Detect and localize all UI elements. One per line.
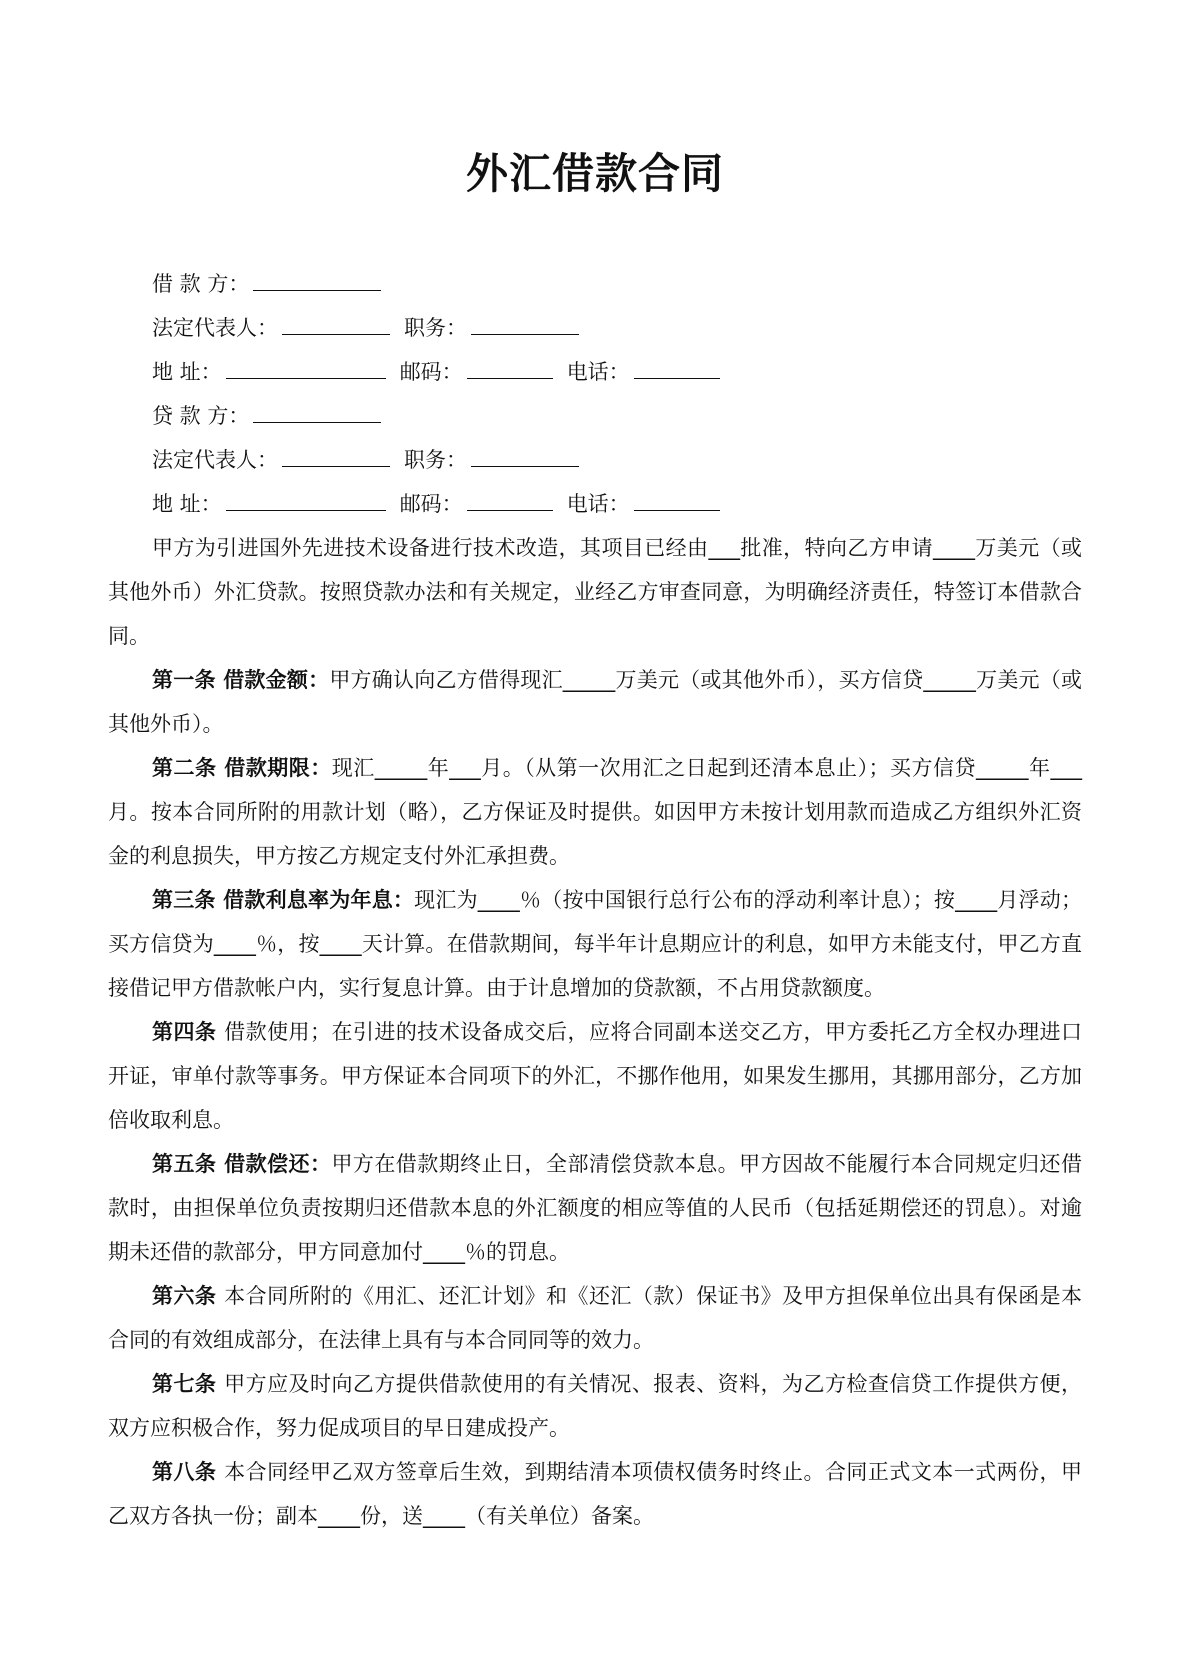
article-5 bbox=[108, 1142, 1082, 1274]
lender-address-line bbox=[108, 482, 1082, 526]
article-8-head: 第八条 bbox=[152, 1460, 225, 1484]
borrower-address-blank[interactable] bbox=[226, 356, 386, 379]
borrower-postcode-label: 邮码： bbox=[399, 360, 463, 384]
borrower-blank[interactable] bbox=[253, 268, 381, 291]
article-3-body: 现汇为____％（按中国银行总行公布的浮动利率计息）；按____月浮动；买方信贷为____％，按____天计算。在借款期间，每半年计息期应计的利息，如甲方未能支付，甲乙方直接借记甲方借款帐户内，实行复息计算。由于计息增加的贷款额，不占用贷款额度。 bbox=[108, 888, 1082, 1000]
lender-postcode-blank[interactable] bbox=[467, 488, 553, 511]
lender-label: 贷 款 方： bbox=[152, 404, 250, 428]
lender-rep-label: 法定代表人： bbox=[152, 448, 278, 472]
lender-line bbox=[108, 394, 1082, 438]
borrower-position-label: 职务： bbox=[404, 316, 467, 340]
article-5-body: 甲方在借款期终止日，全部清偿贷款本息。甲方因故不能履行本合同规定归还借款时，由担保单位负责按期归还借款本息的外汇额度的相应等值的人民币（包括延期偿还的罚息）。对逾期未还借的款部分，甲方同意加付____％的罚息。 bbox=[108, 1152, 1083, 1264]
lender-address-label: 地 址： bbox=[152, 492, 222, 516]
article-4 bbox=[108, 1010, 1082, 1142]
article-3 bbox=[108, 878, 1082, 1010]
lender-position-blank[interactable] bbox=[471, 444, 579, 467]
lender-position-label: 职务： bbox=[404, 448, 467, 472]
lender-phone-label: 电话： bbox=[566, 492, 630, 516]
borrower-phone-blank[interactable] bbox=[634, 356, 720, 379]
borrower-label: 借 款 方： bbox=[152, 272, 250, 296]
lender-rep-blank[interactable] bbox=[282, 444, 390, 467]
article-5-head: 第五条 借款偿还： bbox=[152, 1152, 332, 1176]
lender-address-blank[interactable] bbox=[226, 488, 386, 511]
lender-blank[interactable] bbox=[253, 400, 381, 423]
borrower-phone-label: 电话： bbox=[566, 360, 630, 384]
article-4-body: 借款使用；在引进的技术设备成交后，应将合同副本送交乙方，甲方委托乙方全权办理进口开证，审单付款等事务。甲方保证本合同项下的外汇，不挪作他用，如果发生挪用，其挪用部分，乙方加倍收取利息。 bbox=[108, 1020, 1083, 1132]
article-2 bbox=[108, 746, 1082, 878]
article-6-body: 本合同所附的《用汇、还汇计划》和《还汇（款）保证书》及甲方担保单位出具有保函是本合同的有效组成部分，在法律上具有与本合同同等的效力。 bbox=[108, 1284, 1083, 1352]
article-4-head: 第四条 bbox=[152, 1020, 225, 1044]
document-title: 外汇借款合同 bbox=[465, 149, 724, 198]
article-7-body: 甲方应及时向乙方提供借款使用的有关情况、报表、资料，为乙方检查信贷工作提供方便，双方应积极合作，努力促成项目的早日建成投产。 bbox=[108, 1372, 1083, 1440]
lender-block bbox=[108, 394, 1082, 526]
article-2-head: 第二条 借款期限： bbox=[152, 756, 332, 780]
article-7-head: 第七条 bbox=[152, 1372, 225, 1396]
article-6 bbox=[108, 1274, 1082, 1362]
borrower-postcode-blank[interactable] bbox=[467, 356, 553, 379]
borrower-address-line bbox=[108, 350, 1082, 394]
borrower-rep-blank[interactable] bbox=[282, 312, 390, 335]
borrower-rep-label: 法定代表人： bbox=[152, 316, 278, 340]
article-7 bbox=[108, 1362, 1082, 1450]
borrower-line bbox=[108, 262, 1082, 306]
lender-rep-line bbox=[108, 438, 1082, 482]
borrower-address-label: 地 址： bbox=[152, 360, 222, 384]
article-3-head: 第三条 借款利息率为年息： bbox=[152, 888, 415, 912]
lender-postcode-label: 邮码： bbox=[399, 492, 463, 516]
borrower-rep-line bbox=[108, 306, 1082, 350]
article-8 bbox=[108, 1450, 1082, 1538]
article-1-body: 甲方确认向乙方借得现汇_____万美元（或其他外币），买方信贷_____万美元（或其他外币）。 bbox=[108, 668, 1082, 736]
article-1-head: 第一条 借款金额： bbox=[152, 668, 330, 692]
preamble-paragraph: 甲方为引进国外先进技术设备进行技术改造，其项目已经由___批准，特向乙方申请____万美元（或其他外币）外汇贷款。按照贷款办法和有关规定，业经乙方审查同意，为明确经济责任，特签订本借款合同。 bbox=[108, 536, 1082, 648]
borrower-position-blank[interactable] bbox=[471, 312, 579, 335]
borrower-block bbox=[108, 262, 1082, 394]
article-2-body: 现汇_____年___月。（从第一次用汇之日起到还清本息止）；买方信贷_____年___月。按本合同所附的用款计划（略），乙方保证及时提供。如因甲方未按计划用款而造成乙方组织外汇资金的利息损失，甲方按乙方规定支付外汇承担费。 bbox=[108, 756, 1083, 868]
article-6-head: 第六条 bbox=[152, 1284, 225, 1308]
lender-phone-blank[interactable] bbox=[634, 488, 720, 511]
article-1 bbox=[108, 658, 1082, 746]
article-8-body: 本合同经甲乙双方签章后生效，到期结清本项债权债务时终止。合同正式文本一式两份，甲乙双方各执一份；副本____份，送____（有关单位）备案。 bbox=[108, 1460, 1083, 1528]
